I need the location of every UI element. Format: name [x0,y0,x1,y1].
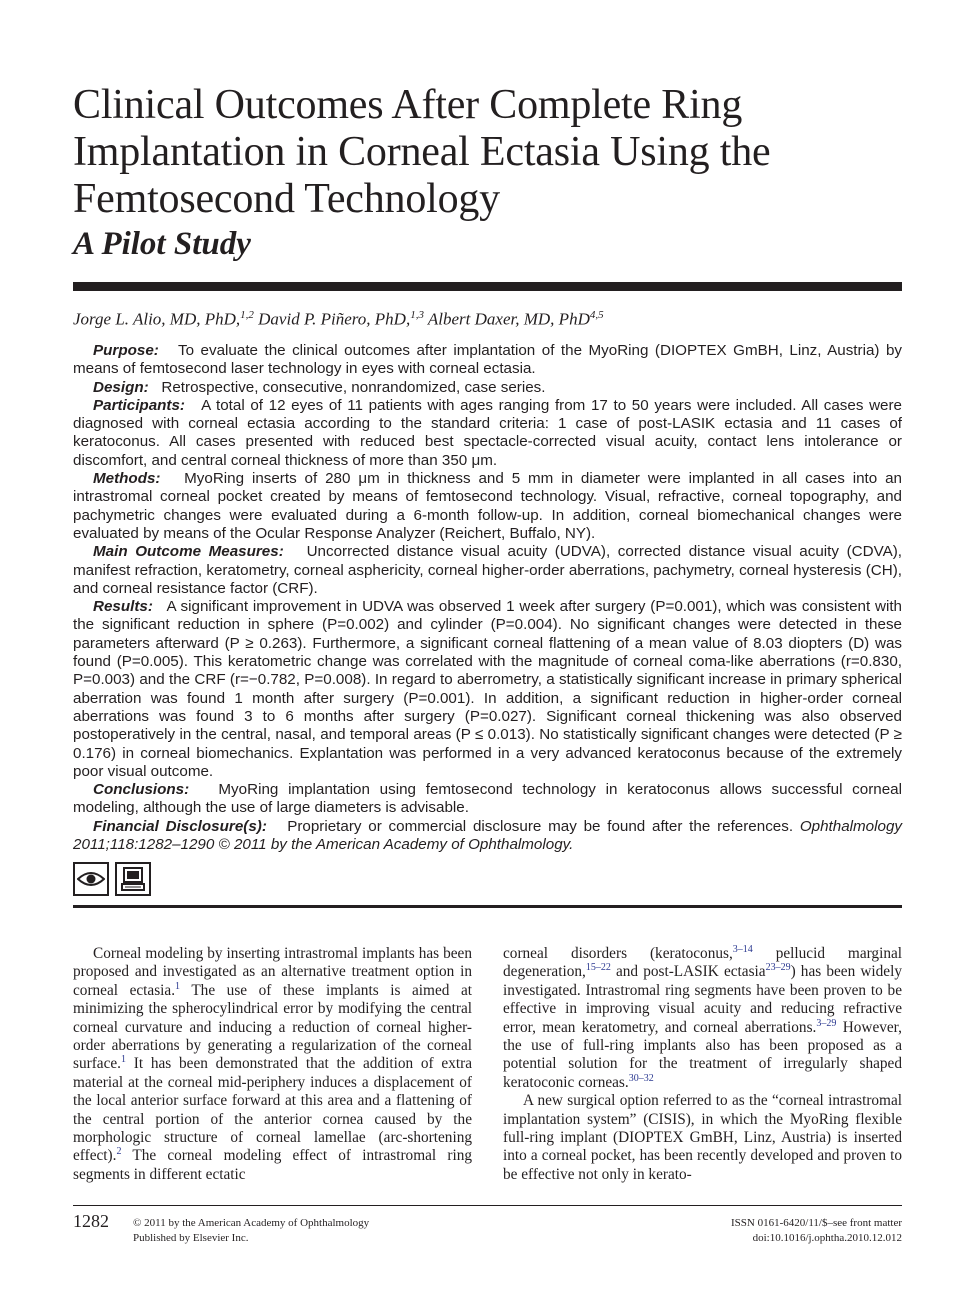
section-text: MyoRing inserts of 280 μm in thickness and 5 mm in diameter were implanted in all cases into an intrastromal corneal pocket created by means of femtosecond technology. Visual, refractive, corneal topography, and pachymetric changes were evaluated during a 6-month follow-up. In addition, corneal biomechanical changes were evaluated by means of the Ocular Response Analyzer (Reichert, Buffalo, NY). [73,470,902,542]
body-text: Corneal modeling by inserting intrastromal implants has been proposed and investigated as an alternative treatment option in corneal ectasia. [73,945,472,999]
body-text: and post-LASIK ectasia [610,963,766,981]
title-divider [73,282,902,291]
article-title: Clinical Outcomes After Complete Ring Implantation in Corneal Ectasia Using the Femtosecond Technology [73,82,771,222]
section-label: Financial Disclosure(s): [93,817,267,835]
article-subtitle: A Pilot Study [73,226,251,262]
reference-link[interactable]: 1 [120,1054,126,1066]
reference-link[interactable]: 30–32 [628,1072,654,1084]
body-text: corneal disorders (keratoconus, [503,945,733,962]
abstract-purpose [73,342,902,379]
body-text: pellucid marginal degeneration, [503,945,903,981]
footer-copyright [133,1216,369,1246]
section-label: Main Outcome Measures: [93,543,284,561]
author-name: Jorge L. Alio, MD, PhD, [73,309,241,329]
author-affiliation: 1,3 [410,309,424,321]
section-text: Retrospective, consecutive, nonrandomized, case series. [161,378,546,396]
reference-link[interactable]: 3–14 [732,943,753,955]
abstract-participants [73,397,902,470]
body-text: The corneal modeling effect of intrastromal ring segments in different ectatic [73,1147,472,1183]
section-text: A total of 12 eyes of 11 patients with ages ranging from 17 to 50 years were included. All cases were diagnosed with corneal ectasia according to the standard criteria: 1 case of post-LASIK ectasia and 11 cases of keratoconus. All cases presented with reduced best spectacle-corrected visual acuity, contact lens intolerance or discomfort, and central corneal thickness of more than 350 μm. [73,396,902,469]
body-paragraph: A new surgical option referred to as the “corneal intrastromal implantation system” (CISIS), in which the MyoRing flexible full-ring implant (DIOPTEX GmBH, Linz, Austria) is inserted into a corneal pocket, has been recently developed and proven to be effective not only in kerato- [503,1092,902,1183]
body-column-right [503,945,902,1184]
reference-link[interactable]: 2 [116,1146,122,1158]
body-text: It has been demonstrated that the addition of extra material at the corneal mid-periphery induces a displacement of the local anterior surface forward at this area and a flattening of the central portion of the anterior cornea caused by the morphologic structure of corneal lamellae (arc-shortening effect). [73,1055,472,1165]
computer-icon[interactable] [115,862,151,896]
feature-icons [73,862,151,896]
body-paragraph [503,945,902,1092]
section-text: Uncorrected distance visual acuity (UDVA), corrected distance visual acuity (CDVA), manifest refraction, keratometry, corneal asphericity, corneal higher-order aberrations, pachymetry, corneal hysteresis (CH), and corneal resistance factor (CRF). [73,543,902,597]
body-paragraph [73,945,472,1184]
footer-divider [73,1205,902,1206]
reference-link[interactable]: 15–22 [585,962,611,974]
abstract-conclusions [73,781,902,818]
section-label: Methods: [93,470,161,488]
abstract-results [73,598,902,781]
section-label: Results: [93,598,153,616]
author-name: Albert Daxer, MD, PhD [427,309,590,329]
abstract [73,342,902,854]
section-text: A significant improvement in UDVA was observed 1 week after surgery (P=0.001), which was consistent with the significant reduction in sphere (P=0.002) and cylinder (P=0.004). No significant changes were detected in these parameters afterward (P ≥ 0.263). Furthermore, a significant corneal flattening of a mean value of 8.03 diopters (D) was found (P=0.005). This keratometric change was correlated with the magnitude of corneal coma-like aberrations (r=0.830, P=0.003) and the CRF (r=−0.782, P=0.008). In regard to aberrometry, a statistically significant increase in primary spherical aberration was found 1 month after surgery (P=0.001). In addition, a significant reduction in higher-order corneal aberrations was found 3 to 6 months after surgery (P=0.027). Significant corneal thickening was also observed postoperatively in the central, nasal, and temporal areas (P ≤ 0.013). No statistically significant changes were detected (P ≥ 0.176) in corneal biomechanics. Explantation was performed in a very advanced keratoconus because of the extremely poor visual outcome. [73,598,902,780]
reference-link[interactable]: 23–29 [765,962,791,974]
body-column-left [73,945,472,1184]
author-affiliation: 4,5 [589,309,604,321]
journal-citation: Ophthalmology 2011;118:1282–1290 © 2011 by the American Academy of Ophthalmology. [73,817,902,854]
publisher-line: Published by Elsevier Inc. [133,1232,249,1244]
copyright-line: © 2011 by the American Academy of Ophthalmology [133,1217,370,1229]
abstract-outcome [73,543,902,598]
reference-link[interactable]: 1 [175,980,181,992]
author-list [73,309,604,330]
section-label: Conclusions: [93,781,190,799]
issn-line: ISSN 0161-6420/11/$–see front matter [731,1217,902,1229]
section-text: To evaluate the clinical outcomes after implantation of the MyoRing (DIOPTEX GmBH, Linz, Austria) by means of femtosecond laser technology in eyes with corneal ectasia. [73,342,902,378]
page-number: 1282 [73,1211,109,1231]
body-text: The use of these implants is aimed at minimizing the spherocylindrical error by modifying the central corneal curvature and inducing a reduction of corneal higher-order aberrations by generating a regularization of the corneal surface. [73,981,472,1073]
reference-link[interactable]: 3–29 [816,1017,837,1029]
section-label: Participants: [93,396,185,414]
abstract-methods [73,470,902,543]
eye-icon[interactable] [73,862,109,896]
body-text: ) has been widely investigated. Intrastromal ring segments have been proven to be effective in improving visual acuity and reducing refractive error, mean keratometry, and corneal aberrations. [503,963,902,1036]
footer-identifiers [731,1216,902,1246]
author-name: David P. Piñero, PhD, [258,309,411,329]
abstract-divider [73,905,902,908]
abstract-disclosure [73,818,902,855]
doi-link[interactable]: doi:10.1016/j.ophtha.2010.12.012 [752,1232,902,1244]
section-label: Design: [93,378,149,396]
section-text: MyoRing implantation using femtosecond technology in keratoconus allows successful corneal modeling, although the use of large diameters is advisable. [73,781,902,817]
abstract-design [73,379,902,397]
section-label: Purpose: [93,342,159,359]
section-text: Proprietary or commercial disclosure may be found after the references. [287,817,794,835]
author-affiliation: 1,2 [240,309,254,321]
body-text: However, the use of full-ring implants also has been proposed as a potential solution for the treatment of irregularly shaped keratoconic corneas. [503,1018,902,1091]
